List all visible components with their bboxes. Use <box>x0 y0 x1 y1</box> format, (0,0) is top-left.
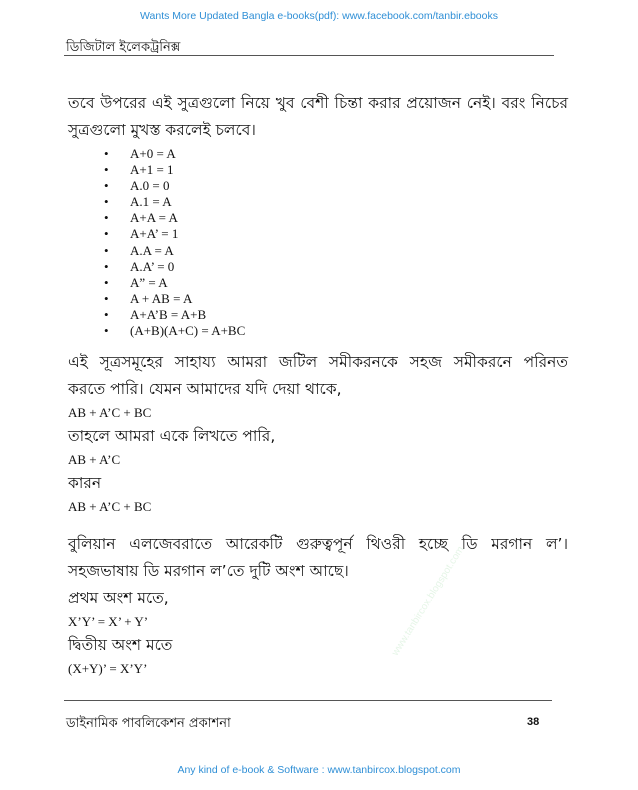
bullet-icon: • <box>104 242 109 258</box>
rule-text: A+0 = A <box>130 146 176 161</box>
demorgan-part1-formula: X’Y’ = X’ + Y’ <box>68 614 149 630</box>
boolean-rules-list <box>68 146 568 339</box>
rule-item <box>68 226 568 242</box>
bullet-icon: • <box>104 226 109 242</box>
page-body <box>68 90 568 679</box>
bullet-icon: • <box>104 194 109 210</box>
simplify-line-1: এই সূত্রসমূহের সাহায্য আমরা জটিল সমীকরনকে সহজ সমীকরনে পরিনত <box>68 353 568 372</box>
rule-text: A” = A <box>130 274 168 290</box>
rule-item <box>68 210 568 226</box>
bottom-banner[interactable]: Any kind of e-book & Software : www.tanbircox.blogspot.com <box>177 764 461 776</box>
example-expression-1: AB + A’C + BC <box>68 405 152 421</box>
bullet-icon: • <box>104 178 109 194</box>
bullet-icon: • <box>104 274 109 290</box>
rule-item <box>68 307 568 323</box>
rule-item <box>68 291 568 307</box>
rule-text: A.1 = A <box>130 194 172 210</box>
rule-text: (A+B)(A+C) = A+BC <box>130 323 246 339</box>
demorgan-part1-label: প্রথম অংশ মতে, <box>68 589 169 608</box>
footer-divider <box>64 700 552 701</box>
intro-line-1: তবে উপরের এই সুত্রগুলো নিয়ে খুব বেশী চিন্তা করার প্রয়োজন নেই। বরং নিচের <box>68 94 568 112</box>
rule-item <box>68 259 568 275</box>
bullet-icon: • <box>104 323 109 339</box>
rule-text: A + AB = A <box>130 290 193 306</box>
rule-item <box>68 178 568 194</box>
rule-text: A.A’ = 0 <box>130 258 175 274</box>
rule-item <box>68 323 568 339</box>
rule-item <box>68 146 568 162</box>
rule-item <box>68 194 568 210</box>
header-divider <box>64 55 554 56</box>
bullet-icon: • <box>104 258 109 274</box>
simplify-line-4: কারন <box>68 474 102 493</box>
bullet-icon: • <box>104 306 109 322</box>
rule-text: A+1 = 1 <box>130 162 174 178</box>
page-header-title: ডিজিটাল ইলেকট্রনিক্স <box>66 40 181 55</box>
example-expression-3: AB + A’C + BC <box>68 499 152 515</box>
simplify-line-2: করতে পারি। যেমন আমাদের যদি দেয়া থাকে, <box>68 380 342 399</box>
bullet-icon: • <box>104 146 109 161</box>
rule-item <box>68 275 568 291</box>
rule-text: A+A’ = 1 <box>130 226 179 242</box>
rule-item <box>68 243 568 259</box>
rule-text: A.0 = 0 <box>130 178 170 194</box>
page-number: 38 <box>527 716 540 728</box>
bullet-icon: • <box>104 210 109 226</box>
demorgan-line-2: সহজভাষায় ডি মরগান ল’তে দুটি অংশ আছে। <box>68 562 349 581</box>
demorgan-part2-formula: (X+Y)’ = X’Y’ <box>68 661 148 677</box>
intro-line-2: সুত্রগুলো মুখস্ত করলেই চলবে। <box>68 121 256 139</box>
bullet-icon: • <box>104 162 109 178</box>
watermark: www.tanbircox.blogspot.com <box>390 544 467 658</box>
top-banner[interactable]: Wants More Updated Bangla e-books(pdf): www.facebook.com/tanbir.ebooks <box>140 10 498 22</box>
demorgan-line-1: বুলিয়ান এলজেবরাতে আরেকটি গুরুত্বপূর্ন থিওরী হচ্ছে ডি মরগান ল’। <box>68 535 568 554</box>
bullet-icon: • <box>104 290 109 306</box>
rule-text: A+A’B = A+B <box>130 306 207 322</box>
simplify-line-3: তাহলে আমরা একে লিখতে পারি, <box>68 427 276 446</box>
rule-item <box>68 162 568 178</box>
rule-text: A+A = A <box>130 210 178 226</box>
footer-publisher: ডাইনামিক পাবলিকেশন প্রকাশনা <box>66 716 231 731</box>
demorgan-part2-label: দ্বিতীয় অংশ মতে <box>68 636 173 655</box>
example-expression-2: AB + A’C <box>68 452 121 468</box>
rule-text: A.A = A <box>130 242 174 258</box>
